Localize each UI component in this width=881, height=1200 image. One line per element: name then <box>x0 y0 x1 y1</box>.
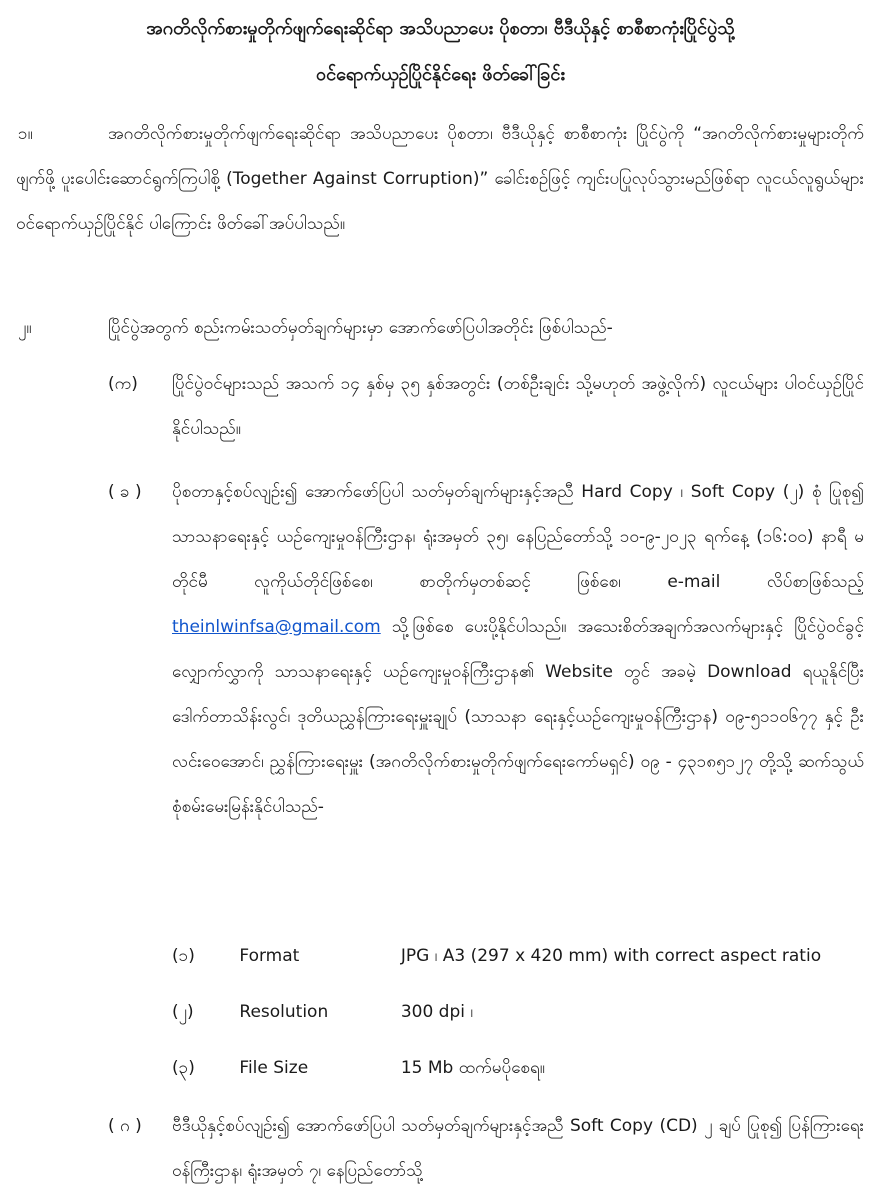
title-line-2: ဝင်ရောက်ယှဉ်ပြိုင်နိုင်ရေး ဖိတ်ခေါ်ခြင်း <box>315 64 565 85</box>
paragraph-1-number: ၁။ <box>18 124 33 144</box>
paragraph-2-number: ၂။ <box>18 318 32 338</box>
title-line-1: အဂတိလိုက်စားမှုတိုက်ဖျက်ရေးဆိုင်ရာ အသိပညာပေး ပိုစတာ၊ ဗီဒီယိုနှင့် စာစီစာကုံးပြိုင်ပွဲသို့ <box>146 18 735 39</box>
item-kha-text-part-1: ပိုစတာနှင့်စပ်လျဉ်း၍ အောက်ဖော်ပြပါ သတ်မှတ်ချက်များနှင့်အညီ Hard Copy ၊ Soft Copy (၂) စုံ ပြုစု၍ သာသနာရေးနှင့် ယဉ်ကျေးမှုဝန်ကြီးဌာန၊ ရုံးအမှတ် ၃၅၊ နေပြည်တော်သို့ ၁၀-၉-၂၀၂၃ ရက်နေ့ (၁၆:၀၀) နာရီ မတိုင်မီ လူကိုယ်တိုင်ဖြစ်စေ၊ စာတိုက်မှတစ်ဆင့် ဖြစ်စေ၊ e-mail လိပ်စာဖြစ်သည့် <box>172 482 864 592</box>
spec-row-resolution <box>172 992 473 1032</box>
item-kha-text <box>172 470 864 830</box>
item-kha-text-part-2: သို့ဖြစ်စေ ပေးပို့နိုင်ပါသည်။ အသေးစိတ်အချက်အလက်များနှင့် ပြိုင်ပွဲဝင်ခွင့် လျှောက်လွှာကို သာသနာရေးနှင့် ယဉ်ကျေးမှုဝန်ကြီးဌာန၏ Website တွင် အခမဲ့ Download ရယူနိုင်ပြီး ဒေါက်တာသိန်းလွင်၊ ဒုတိယညွှန်ကြားရေးမှူးချုပ် (သာသနာ ရေးနှင့်ယဉ်ကျေးမှုဝန်ကြီးဌာန) ၀၉-၅၁၁၀၆၇၇ နှင့် ဦးလင်းဝေအောင်၊ ညွှန်ကြားရေးမှူး (အဂတိလိုက်စားမှုတိုက်ဖျက်ရေးကော်မရှင်) ၀၉ - ၄၃၁၈၅၁၂၇ တို့သို့ ဆက်သွယ် စုံစမ်းမေးမြန်းနိုင်ပါသည်- <box>172 617 864 817</box>
email-link[interactable]: theinlwinfsa@gmail.com <box>172 617 381 637</box>
spec-number: (၃) <box>172 1058 195 1078</box>
spec-number: (၂) <box>172 1002 194 1022</box>
item-ga-number: ( ဂ ) <box>108 1116 142 1136</box>
spec-label: File Size <box>239 1058 309 1078</box>
spec-label: Resolution <box>239 1002 329 1022</box>
spec-row-format <box>172 936 821 976</box>
item-kha-number: ( ခ ) <box>108 482 142 502</box>
item-ga-text: ဗီဒီယိုနှင့်စပ်လျဉ်း၍ အောက်ဖော်ပြပါ သတ်မှတ်ချက်များနှင့်အညီ Soft Copy (CD) ၂ ချပ် ပြုစု၍ ပြန်ကြားရေးဝန်ကြီးဌာန၊ ရုံးအမှတ် ၇၊ နေပြည်တော်သို့ <box>172 1116 864 1181</box>
item-ka-number: (က) <box>108 374 138 394</box>
spec-value: 15 Mb ထက်မပိုစေရ။ <box>400 1058 545 1078</box>
spec-value: JPG ၊ A3 (297 x 420 mm) with correct aspect ratio <box>400 946 822 966</box>
spec-number: (၁) <box>172 946 195 966</box>
item-ka-text: ပြိုင်ပွဲဝင်များသည် အသက် ၁၄ နှစ်မှ ၃၅ နှစ်အတွင်း (တစ်ဦးချင်း သို့မဟုတ် အဖွဲ့လိုက်) လူငယ်များ ပါဝင်ယှဉ်ပြိုင်နိုင်ပါသည်။ <box>172 374 864 439</box>
spec-row-file-size <box>172 1048 545 1088</box>
spec-label: Format <box>239 946 300 966</box>
paragraph-2-text: ပြိုင်ပွဲအတွက် စည်းကမ်းသတ်မှတ်ချက်များမှာ အောက်ဖော်ပြပါအတိုင်း ဖြစ်ပါသည်- <box>108 318 613 338</box>
document-title <box>0 6 881 98</box>
paragraph-1-text: အဂတိလိုက်စားမှုတိုက်ဖျက်ရေးဆိုင်ရာ အသိပညာပေး ပိုစတာ၊ ဗီဒီယိုနှင့် စာစီစာကုံး ပြိုင်ပွဲကို “အဂတိလိုက်စားမှုများတိုက်ဖျက်ဖို့ ပူးပေါင်းဆောင်ရွက်ကြပါစို့ (Together Against Corruption)” ခေါင်းစဉ်ဖြင့် ကျင်းပပြုလုပ်သွားမည်ဖြစ်ရာ လူငယ်လူရွယ်များ ဝင်ရောက်ယှဉ်ပြိုင်နိုင် ပါကြောင်း ဖိတ်ခေါ်အပ်ပါသည်။ <box>16 124 864 234</box>
spec-value: 300 dpi ၊ <box>400 1002 474 1022</box>
